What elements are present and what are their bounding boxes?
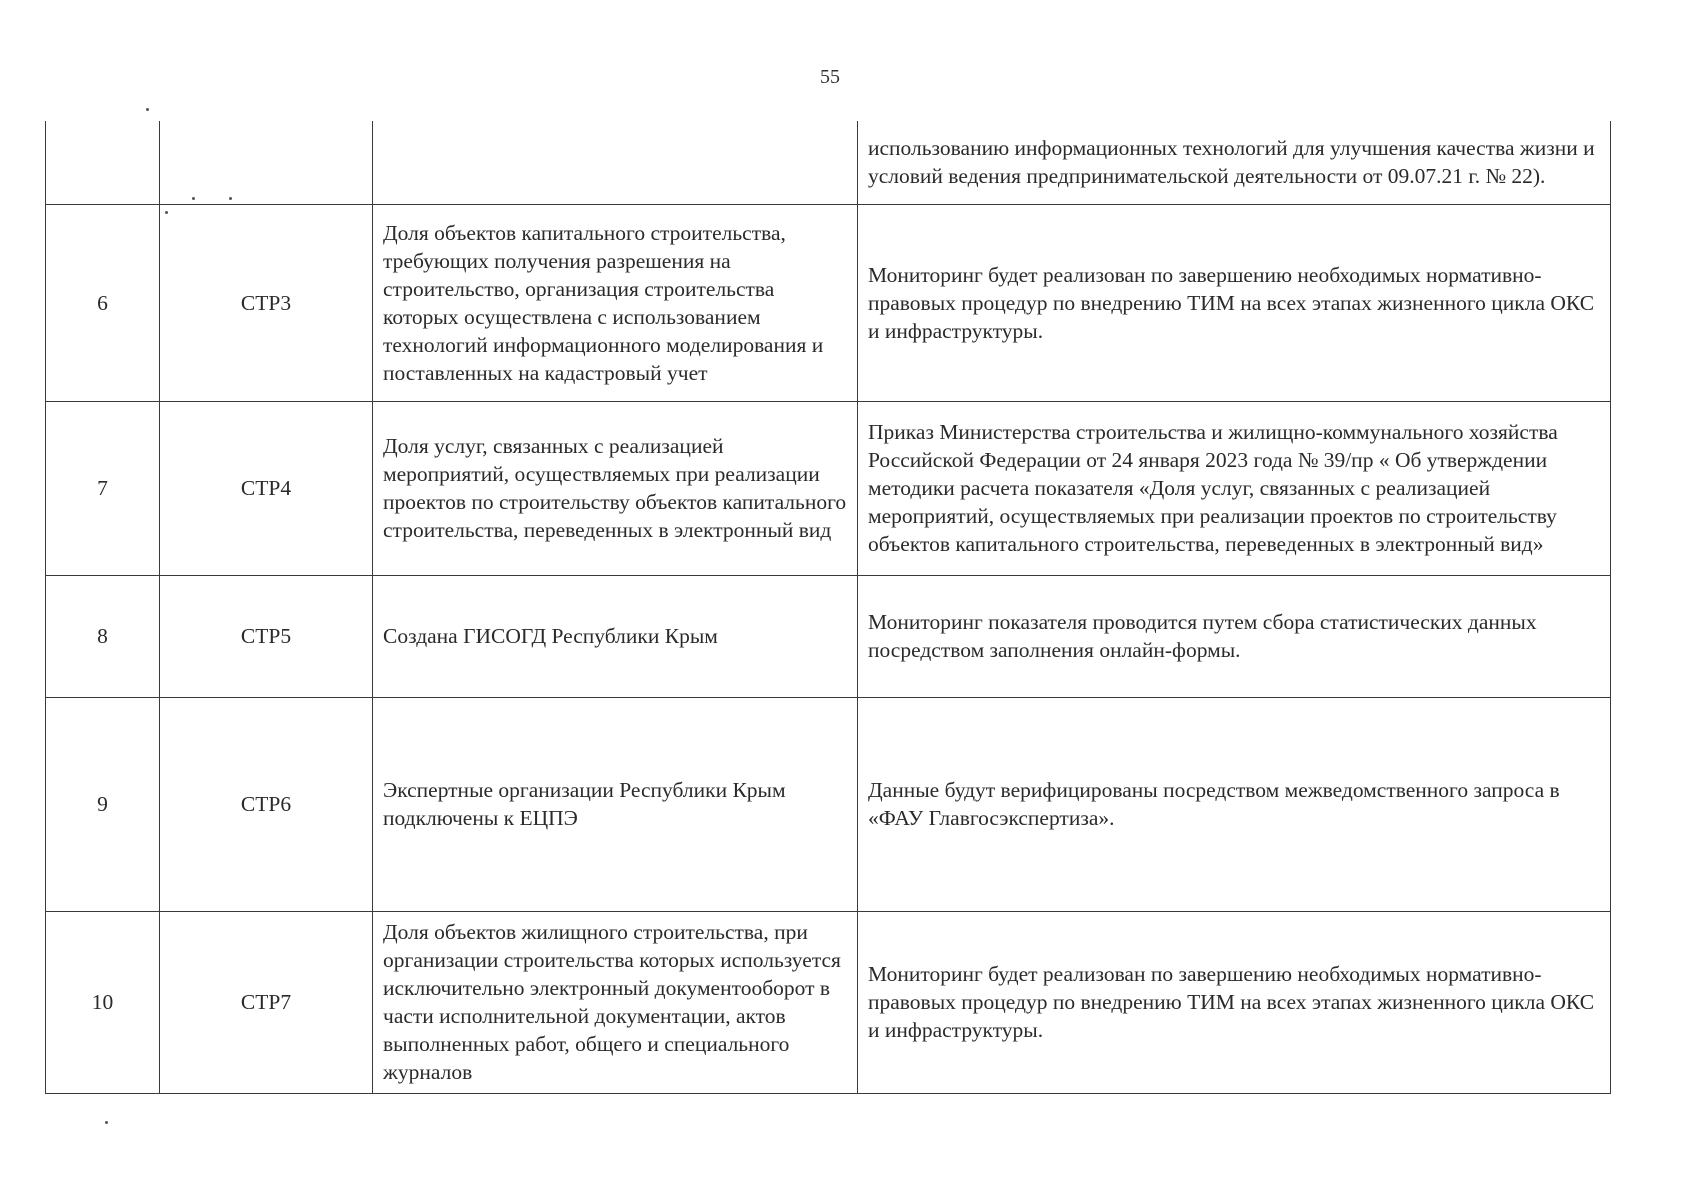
table-row — [46, 401, 1611, 575]
indicator-name-cell: Доля объектов жилищного строительства, при организации строительства которых используется исключительно электронный документооборот в части исполнительной документации, актов выполненных работ, общего и специального журналов — [373, 911, 858, 1093]
page-number: 55 — [820, 66, 840, 88]
indicator-code-cell: СТР4 — [160, 401, 373, 575]
scan-speck — [146, 108, 149, 111]
methodology-cell: Мониторинг будет реализован по завершению необходимых нормативно-правовых процедур по внедрению ТИМ на всех этапах жизненного цикла ОКС и инфраструктуры. — [858, 911, 1611, 1093]
row-number-cell: 6 — [46, 204, 160, 401]
table-row — [46, 575, 1611, 697]
indicator-code-cell: СТР5 — [160, 575, 373, 697]
row-number-cell: 9 — [46, 697, 160, 911]
indicator-name-cell: Доля объектов капитального строительства, требующих получения разрешения на строительство, организация строительства которых осуществлена с использованием технологий информационного моделирования и поставленных на кадастровый учет — [373, 204, 858, 401]
indicator-name-cell — [373, 121, 858, 204]
row-number-cell: 7 — [46, 401, 160, 575]
indicator-code-cell: СТР7 — [160, 911, 373, 1093]
methodology-cell: использованию информационных технологий для улучшения качества жизни и условий ведения предпринимательской деятельности от 09.07.21 г. № 22). — [858, 121, 1611, 204]
methodology-cell: Приказ Министерства строительства и жилищно-коммунального хозяйства Российской Федерации от 24 января 2023 года № 39/пр « Об утверждении методики расчета показателя «Доля услуг, связанных с реализацией мероприятий, осуществляемых при реализации проектов по строительству объектов капитального строительства, переведенных в электронный вид» — [858, 401, 1611, 575]
indicator-name-cell: Доля услуг, связанных с реализацией мероприятий, осуществляемых при реализации проектов по строительству объектов капитального строительства, переведенных в электронный вид — [373, 401, 858, 575]
indicator-code-cell — [160, 121, 373, 204]
indicators-table — [45, 121, 1611, 1094]
methodology-cell: Мониторинг будет реализован по завершению необходимых нормативно-правовых процедур по внедрению ТИМ на всех этапах жизненного цикла ОКС и инфраструктуры. — [858, 204, 1611, 401]
row-number-cell: 10 — [46, 911, 160, 1093]
table-row — [46, 204, 1611, 401]
methodology-cell: Данные будут верифицированы посредством межведомственного запроса в «ФАУ Главгосэкспертиза». — [858, 697, 1611, 911]
methodology-cell: Мониторинг показателя проводится путем сбора статистических данных посредством заполнения онлайн-формы. — [858, 575, 1611, 697]
row-number-cell: 8 — [46, 575, 160, 697]
indicator-name-cell: Экспертные организации Республики Крым подключены к ЕЦПЭ — [373, 697, 858, 911]
indicator-code-cell: СТР6 — [160, 697, 373, 911]
table-row — [46, 911, 1611, 1093]
scan-speck — [105, 1121, 108, 1124]
table-row — [46, 697, 1611, 911]
table-row — [46, 121, 1611, 204]
indicator-name-cell: Создана ГИСОГД Республики Крым — [373, 575, 858, 697]
indicator-code-cell: СТР3 — [160, 204, 373, 401]
row-number-cell — [46, 121, 160, 204]
